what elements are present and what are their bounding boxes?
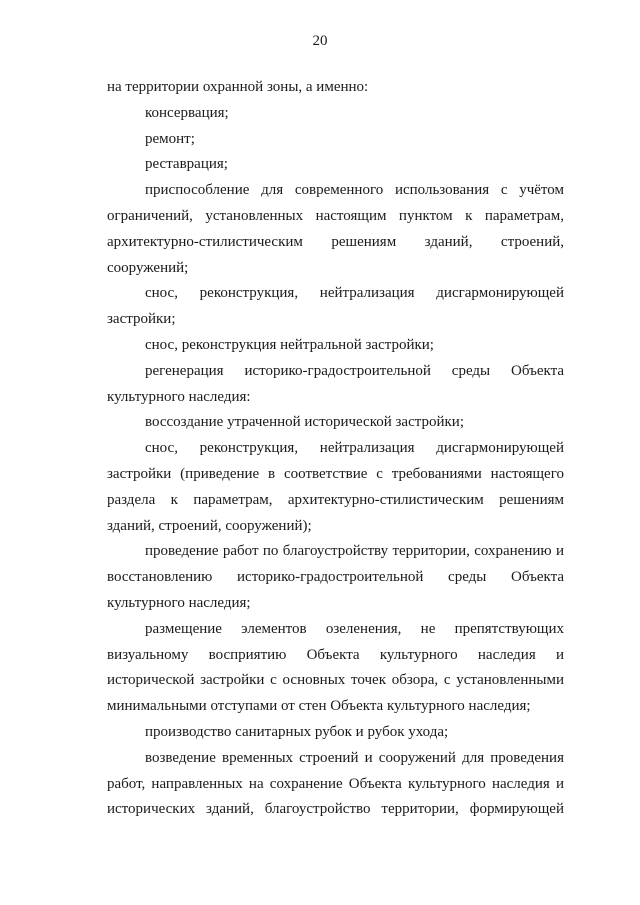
list-item: консервация; xyxy=(145,104,229,121)
list-item: снос, реконструкция, нейтрализация дисгармонирующей застройки (приведение в соответствие с требованиями настоящего раздела к параметрам, архитектурно-стилистическим решениям зданий, строений, сооружений); xyxy=(107,440,564,534)
list-item: регенерация историко-градостроительной среды Объекта культурного наследия: xyxy=(107,362,564,405)
list-item: ремонт; xyxy=(145,130,195,147)
list-item: проведение работ по благоустройству территории, сохранению и восстановлению историко-градостроительной среды Объекта культурного наследия; xyxy=(107,543,564,611)
list-item: снос, реконструкция, нейтрализация дисгармонирующей застройки; xyxy=(107,285,564,328)
list-item: снос, реконструкция нейтральной застройки; xyxy=(145,336,434,353)
page-number: 20 xyxy=(312,33,328,49)
list-item: воссоздание утраченной исторической застройки; xyxy=(145,414,464,431)
document-body xyxy=(107,75,564,823)
list-item: приспособление для современного использования с учётом ограничений, установленных настоящим пунктом к параметрам, архитектурно-стилистическим решениям зданий, строений, сооружений; xyxy=(107,182,564,276)
paragraph: на территории охранной зоны, а именно: xyxy=(107,79,369,95)
list-item: реставрация; xyxy=(145,156,228,173)
list-item: размещение элементов озеленения, не препятствующих визуальному восприятию Объекта культурного наследия и исторической застройки с основных точек обзора, с установленными минимальными отступами от стен Объекта культурного наследия; xyxy=(107,620,564,715)
list-item: производство санитарных рубок и рубок ухода; xyxy=(145,723,449,740)
list-item: возведение временных строений и сооружений для проведения работ, направленных на сохранение Объекта культурного наследия и исторических зданий, благоустройство территории, формирующей xyxy=(107,749,564,818)
